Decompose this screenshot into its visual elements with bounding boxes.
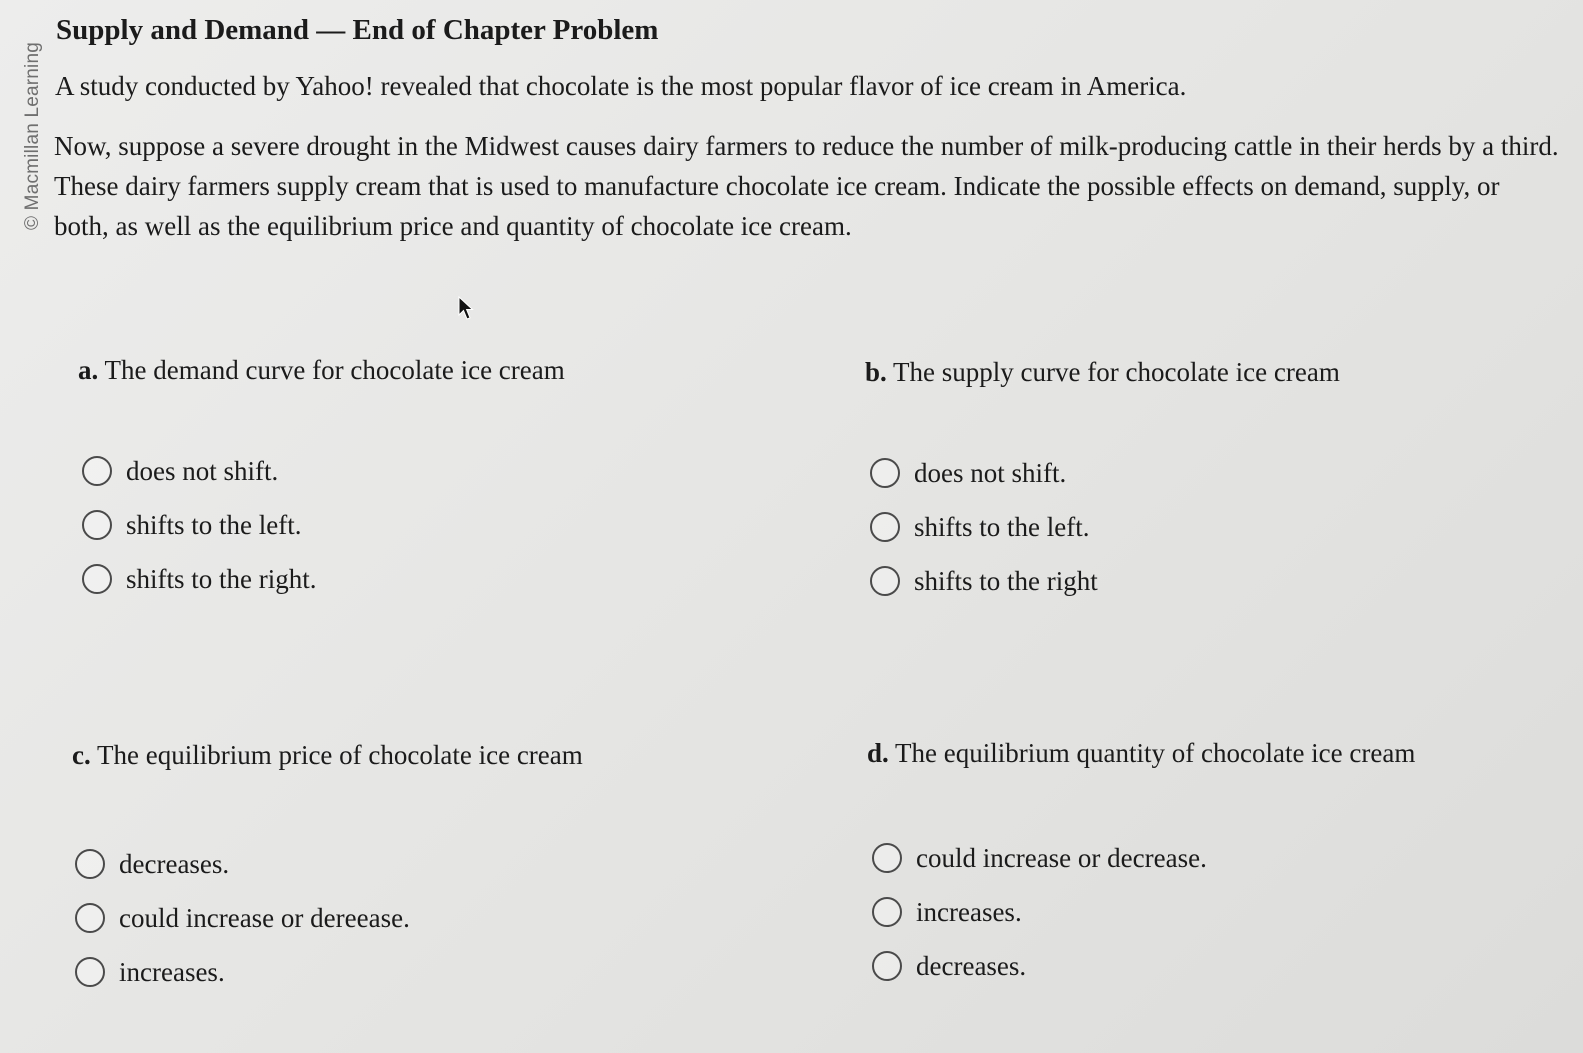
watermark-text: © Macmillan Learning xyxy=(22,41,43,230)
question-d-options xyxy=(872,831,1415,993)
question-b-text: The supply curve for chocolate ice cream xyxy=(893,357,1340,387)
question-a-text: The demand curve for chocolate ice cream xyxy=(104,355,565,385)
question-c-text: The equilibrium price of chocolate ice cream xyxy=(97,740,583,770)
question-c-option-1[interactable] xyxy=(75,837,583,891)
question-c-option-3[interactable] xyxy=(75,945,583,999)
option-label: could increase or dereease. xyxy=(119,902,410,933)
question-d-option-2[interactable] xyxy=(872,885,1415,939)
question-d-prompt xyxy=(867,738,1415,769)
problem-title: Supply and Demand — End of Chapter Problem xyxy=(56,14,659,46)
option-label: shifts to the right xyxy=(914,565,1098,596)
question-b-prompt xyxy=(865,357,1340,388)
radio-unselected-icon[interactable] xyxy=(75,957,105,987)
question-c-option-2[interactable] xyxy=(75,891,583,945)
question-d xyxy=(867,738,1415,993)
option-label: increases. xyxy=(916,896,1022,927)
radio-unselected-icon[interactable] xyxy=(82,564,112,594)
radio-unselected-icon[interactable] xyxy=(82,510,112,540)
radio-unselected-icon[interactable] xyxy=(870,512,900,542)
radio-unselected-icon[interactable] xyxy=(870,458,900,488)
radio-unselected-icon[interactable] xyxy=(870,566,900,596)
question-d-option-3[interactable] xyxy=(872,939,1415,993)
radio-unselected-icon[interactable] xyxy=(872,897,902,927)
intro-paragraph: A study conducted by Yahoo! revealed that chocolate is the most popular flavor of ice cream in America. xyxy=(55,71,1187,101)
option-label: could increase or decrease. xyxy=(916,842,1207,873)
question-a-option-1[interactable] xyxy=(82,444,565,498)
question-b-options xyxy=(870,446,1340,608)
question-d-option-1[interactable] xyxy=(872,831,1415,885)
question-b-option-3[interactable] xyxy=(870,554,1340,608)
option-label: shifts to the left. xyxy=(126,509,302,540)
mouse-pointer-icon xyxy=(458,296,474,322)
question-b-option-2[interactable] xyxy=(870,500,1340,554)
question-a-prompt xyxy=(78,355,565,386)
question-b-letter: b. xyxy=(865,357,887,387)
question-d-letter: d. xyxy=(867,738,889,768)
question-b xyxy=(865,357,1340,608)
question-a-options xyxy=(82,444,565,606)
question-a-option-2[interactable] xyxy=(82,498,565,552)
radio-unselected-icon[interactable] xyxy=(75,849,105,879)
copyright-watermark xyxy=(20,18,46,253)
option-label: decreases. xyxy=(916,950,1027,981)
question-c-options xyxy=(75,837,583,999)
question-c xyxy=(72,740,583,999)
option-label: does not shift. xyxy=(126,455,279,486)
option-label: shifts to the left. xyxy=(914,511,1090,542)
radio-unselected-icon[interactable] xyxy=(872,951,902,981)
option-label: increases. xyxy=(119,956,225,987)
question-a-option-3[interactable] xyxy=(82,552,565,606)
scenario-paragraph: Now, suppose a severe drought in the Midwest causes dairy farmers to reduce the number of milk-producing cattle in their herds by a third. These dairy farmers supply cream that is used to manufacture chocolate ice cream. Indicate the possible effects on demand, supply, or both, as well as the equilibrium price and quantity of chocolate ice cream. xyxy=(54,131,1559,241)
radio-unselected-icon[interactable] xyxy=(75,903,105,933)
option-label: shifts to the right. xyxy=(126,563,317,594)
radio-unselected-icon[interactable] xyxy=(872,843,902,873)
question-c-letter: c. xyxy=(72,740,91,770)
radio-unselected-icon[interactable] xyxy=(82,456,112,486)
question-a xyxy=(78,355,565,606)
question-b-option-1[interactable] xyxy=(870,446,1340,500)
question-c-prompt xyxy=(72,740,583,771)
question-a-letter: a. xyxy=(78,355,99,385)
option-label: does not shift. xyxy=(914,457,1067,488)
question-d-text: The equilibrium quantity of chocolate ice cream xyxy=(895,738,1416,768)
option-label: decreases. xyxy=(119,848,230,879)
